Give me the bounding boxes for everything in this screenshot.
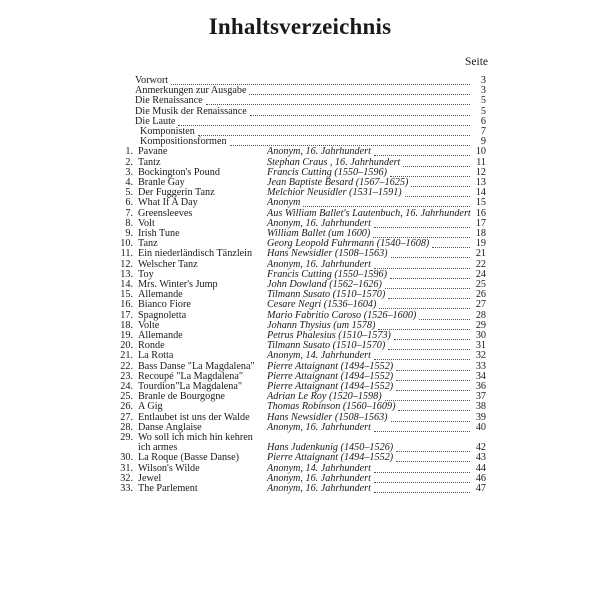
- toc-piece-number: 32.: [120, 472, 133, 484]
- toc-piece-title: Danse Anglaise: [138, 421, 202, 433]
- toc-piece-title: ich armes: [138, 442, 178, 454]
- toc-piece-number: 18.: [120, 319, 133, 331]
- toc-piece-title: The Parlement: [138, 483, 198, 494]
- dot-leader: [250, 115, 470, 116]
- toc-page-number: 30: [475, 330, 486, 341]
- toc-piece-number: 21.: [120, 350, 133, 362]
- toc-piece-number: 20.: [120, 340, 133, 352]
- toc-front-title: Die Renaissance: [135, 95, 203, 107]
- toc-piece-title: Bass Danse "La Magdalena": [138, 360, 255, 372]
- toc-page-number: 18: [475, 228, 486, 239]
- toc-page-number: 44: [475, 462, 486, 474]
- toc-piece-title: Recoupé "La Magdalena": [138, 370, 244, 382]
- toc-page-number: 39: [475, 411, 486, 423]
- toc-piece-number: 29.: [120, 432, 133, 443]
- toc-page-number: 7: [480, 126, 486, 137]
- toc-piece-number: 6.: [125, 197, 133, 209]
- toc-piece-number: 11.: [120, 248, 133, 260]
- toc-piece-author: Adrian Le Roy (1520–1598): [267, 391, 382, 403]
- toc-page-number: 21: [475, 248, 486, 260]
- page-column-label: Seite: [465, 56, 488, 68]
- toc-piece-author: Thomas Robinson (1560–1609): [267, 401, 396, 413]
- toc-page-number: 13: [475, 177, 486, 188]
- toc-piece-title: Greensleeves: [138, 207, 193, 219]
- dot-leader: [403, 166, 470, 167]
- toc-piece-number: 26.: [120, 401, 133, 413]
- toc-piece-title: Branle Gay: [138, 177, 185, 188]
- toc-front-title: Die Musik der Renaissance: [135, 105, 247, 117]
- toc-piece-author: Petrus Phalesius (1510–1573): [267, 330, 391, 341]
- dot-leader: [390, 278, 470, 279]
- toc-piece-title: Bockington's Pound: [138, 166, 220, 178]
- toc-page-number: 3: [480, 75, 486, 86]
- toc-piece-author: Anonym: [267, 197, 301, 209]
- toc-page-number: 31: [475, 340, 486, 352]
- toc-piece-author: Mario Fabritio Caroso (1526–1600): [267, 309, 417, 321]
- toc-piece-number: 22.: [120, 360, 133, 372]
- toc-piece-author: Anonym, 16. Jahrhundert: [267, 258, 371, 270]
- toc-piece-title: A Gig: [138, 401, 163, 413]
- dot-leader: [378, 329, 470, 330]
- toc-piece-title: Allemande: [138, 289, 183, 301]
- toc-page-number: 28: [475, 309, 486, 321]
- toc-front-row: [0, 86, 600, 96]
- toc-piece-number: 7.: [125, 207, 133, 219]
- toc-piece-author: Georg Leopold Fuhrmann (1540–1608): [267, 238, 430, 250]
- dot-leader: [374, 227, 470, 228]
- dot-leader: [385, 288, 470, 289]
- toc-page-number: 15: [475, 197, 486, 209]
- dot-leader: [374, 472, 470, 473]
- toc-page-number: 17: [475, 217, 486, 229]
- toc-page-number: 3: [480, 85, 486, 97]
- toc-piece-title: Jewel: [138, 472, 162, 484]
- dot-leader: [396, 390, 470, 391]
- toc-piece-title: Allemande: [138, 330, 183, 341]
- toc-piece-title: La Rotta: [138, 350, 174, 362]
- toc-piece-title: Volte: [138, 319, 160, 331]
- toc-piece-author: Jean Baptiste Besard (1567–1625): [267, 177, 409, 188]
- toc-front-row: [0, 107, 600, 117]
- page-title: Inhaltsverzeichnis: [208, 14, 392, 39]
- toc-piece-author: Aus William Ballet's Lautenbuch, 16. Jahrhundert: [267, 207, 471, 219]
- toc-page-number: 19: [475, 238, 486, 250]
- toc-page-number: 37: [475, 391, 486, 403]
- toc-piece-author: Anonym, 16. Jahrhundert: [267, 483, 371, 494]
- toc-piece-number: 25.: [120, 391, 133, 403]
- toc-piece-author: Francis Cutting (1550–1596): [267, 166, 387, 178]
- dot-leader: [385, 400, 470, 401]
- toc-front-row: [0, 76, 600, 86]
- toc-front-row: [0, 117, 600, 127]
- toc-piece-title: La Roque (Basse Danse): [138, 452, 239, 464]
- dot-leader: [178, 125, 470, 126]
- toc-piece-number: 1.: [125, 146, 133, 158]
- toc-page-number: 43: [475, 452, 486, 464]
- toc-page-number: 40: [475, 421, 486, 433]
- toc-front-title: Anmerkungen zur Ausgabe: [135, 85, 247, 97]
- toc-page-number: 12: [475, 166, 486, 178]
- toc-piece-title: What If A Day: [138, 197, 198, 209]
- toc-piece-number: 24.: [120, 381, 133, 392]
- toc-piece-number: 28.: [120, 421, 133, 433]
- toc-piece-title: Tantz: [138, 156, 161, 168]
- dot-leader: [411, 186, 470, 187]
- toc-piece-title: Der Fuggerin Tanz: [138, 187, 215, 199]
- toc-front-row: [0, 96, 600, 106]
- toc-piece-number: 27.: [120, 411, 133, 423]
- toc-piece-author: Anonym, 16. Jahrhundert: [267, 217, 371, 229]
- toc-piece-author: Anonym, 16. Jahrhundert: [267, 421, 371, 433]
- toc-piece-number: 9.: [125, 228, 133, 239]
- toc-piece-author: Hans Judenkunig (1450–1526): [267, 442, 394, 454]
- toc-piece-title: Mrs. Winter's Jump: [138, 279, 218, 290]
- toc-piece-title: Branle de Bourgogne: [138, 391, 225, 403]
- toc-piece-author: Pierre Attaignant (1494–1552): [267, 381, 394, 392]
- toc-piece-number: 30.: [120, 452, 133, 464]
- dot-leader: [374, 268, 470, 269]
- dot-leader: [405, 196, 470, 197]
- toc-page-number: 24: [475, 268, 486, 280]
- toc-page-number: 33: [475, 360, 486, 372]
- toc-piece-author: Tilmann Susato (1510–1570): [267, 340, 386, 352]
- toc-piece-number: 23.: [120, 370, 133, 382]
- dot-leader: [391, 257, 470, 258]
- toc-page-number: 11: [476, 156, 486, 168]
- toc-piece-row: [0, 188, 600, 198]
- toc-page-number: 25: [475, 279, 486, 290]
- toc-piece-author: William Ballet (um 1600): [267, 228, 371, 239]
- toc-piece-author: Francis Cutting (1550–1596): [267, 268, 387, 280]
- toc-piece-title: Ronde: [138, 340, 165, 352]
- toc-piece-author: Johann Thysius (um 1578): [267, 319, 376, 331]
- toc-page-number: 46: [475, 472, 486, 484]
- toc-piece-number: 19.: [120, 330, 133, 341]
- toc-page-number: 26: [475, 289, 486, 301]
- toc-piece-title: Wilson's Wilde: [138, 462, 200, 474]
- toc-page-number: 29: [475, 319, 486, 331]
- toc-piece-number: 33.: [120, 483, 133, 494]
- toc-front-title: Die Laute: [135, 115, 176, 127]
- dot-leader: [374, 482, 470, 483]
- toc-piece-author: Stephan Craus , 16. Jahrhundert: [267, 156, 401, 168]
- toc-piece-number: 15.: [120, 289, 133, 301]
- toc-piece-number: 13.: [120, 268, 133, 280]
- toc-piece-author: Pierre Attaignant (1494–1552): [267, 360, 394, 372]
- dot-leader: [198, 135, 470, 136]
- toc-piece-row: [0, 423, 600, 433]
- dot-leader: [398, 410, 470, 411]
- toc-page-number: 47: [475, 483, 486, 494]
- toc-piece-number: 14.: [120, 279, 133, 290]
- toc-piece-number: 4.: [125, 177, 133, 188]
- toc-piece-number: 31.: [120, 462, 133, 474]
- toc-piece-title: Ein niederländisch Tänzlein: [138, 248, 253, 260]
- toc-piece-title: Tanz: [138, 238, 158, 250]
- toc-piece-title: Toy: [138, 268, 154, 280]
- toc-piece-author: Anonym, 16. Jahrhundert: [267, 472, 371, 484]
- toc-piece-title: Entlaubet ist uns der Walde: [138, 411, 250, 423]
- dot-leader: [391, 421, 470, 422]
- toc-page-number: 10: [475, 146, 486, 158]
- toc-page-number: 42: [475, 442, 486, 454]
- toc-page-number: 36: [475, 381, 486, 392]
- dot-leader: [396, 451, 470, 452]
- toc-piece-number: 16.: [120, 299, 133, 311]
- toc-piece-title: Volt: [138, 217, 155, 229]
- toc-piece-title: Welscher Tanz: [138, 258, 198, 270]
- toc-piece-author: Anonym, 16. Jahrhundert: [267, 146, 371, 158]
- toc-page-number: 9: [480, 136, 486, 148]
- toc-piece-author: Tilmann Susato (1510–1570): [267, 289, 386, 301]
- toc-piece-title: Wo soll ich mich hin kehren: [138, 432, 253, 443]
- dot-leader: [432, 247, 470, 248]
- toc-piece-author: Melchior Neusidler (1531–1591): [267, 187, 402, 199]
- dot-leader: [419, 319, 470, 320]
- toc-piece-title: Irish Tune: [138, 228, 180, 239]
- toc-front-title: Komponisten: [140, 126, 195, 137]
- dot-leader: [396, 370, 470, 371]
- toc-front-title: Vorwort: [135, 75, 169, 86]
- toc-piece-number: 17.: [120, 309, 133, 321]
- toc-page-number: 38: [475, 401, 486, 413]
- toc-piece-author: Pierre Attaignant (1494–1552): [267, 452, 394, 464]
- dot-leader: [374, 431, 470, 432]
- toc-piece-number: 10.: [120, 238, 133, 250]
- toc-piece-title: Spagnoletta: [138, 309, 187, 321]
- toc-piece-author: Anonym, 14. Jahrhundert: [267, 350, 371, 362]
- toc-page-number: 16: [475, 207, 486, 219]
- toc-page-number: 34: [475, 370, 486, 382]
- toc-page-number: 27: [475, 299, 486, 311]
- toc-piece-number: 3.: [125, 166, 133, 178]
- dot-leader: [396, 461, 470, 462]
- toc-page-number: 32: [475, 350, 486, 362]
- toc-piece-author: Hans Newsidler (1508–1563): [267, 411, 388, 423]
- toc-page-number: 22: [475, 258, 486, 270]
- toc-piece-author: John Dowland (1562–1626): [267, 279, 382, 290]
- toc-piece-author: Cesare Negri (1536–1604): [267, 299, 377, 311]
- toc-piece-author: Hans Newsidler (1508–1563): [267, 248, 388, 260]
- toc-piece-number: 12.: [120, 258, 133, 270]
- dot-leader: [388, 349, 470, 350]
- toc-piece-number: 5.: [125, 187, 133, 199]
- toc-piece-number: 2.: [125, 156, 133, 168]
- dot-leader: [388, 298, 470, 299]
- toc-page-number: 6: [480, 115, 486, 127]
- toc-piece-title: Pavane: [138, 146, 168, 158]
- toc-page-number: 5: [480, 105, 486, 117]
- toc-page-number: 5: [480, 95, 486, 107]
- dot-leader: [249, 94, 470, 95]
- toc-page-number: 14: [475, 187, 486, 199]
- dot-leader: [374, 492, 470, 493]
- toc-piece-number: 8.: [125, 217, 133, 229]
- toc-front-title: Kompositionsformen: [140, 136, 227, 148]
- toc-piece-title: Bianco Fiore: [138, 299, 191, 311]
- dot-leader: [396, 380, 470, 381]
- toc-piece-row: [0, 484, 600, 494]
- toc-piece-author: Anonym, 14. Jahrhundert: [267, 462, 371, 474]
- dot-leader: [394, 339, 470, 340]
- toc-piece-author: Pierre Attaignant (1494–1552): [267, 370, 394, 382]
- toc-front-row: [0, 127, 600, 137]
- toc-piece-title: Tourdion"La Magdalena": [138, 381, 243, 392]
